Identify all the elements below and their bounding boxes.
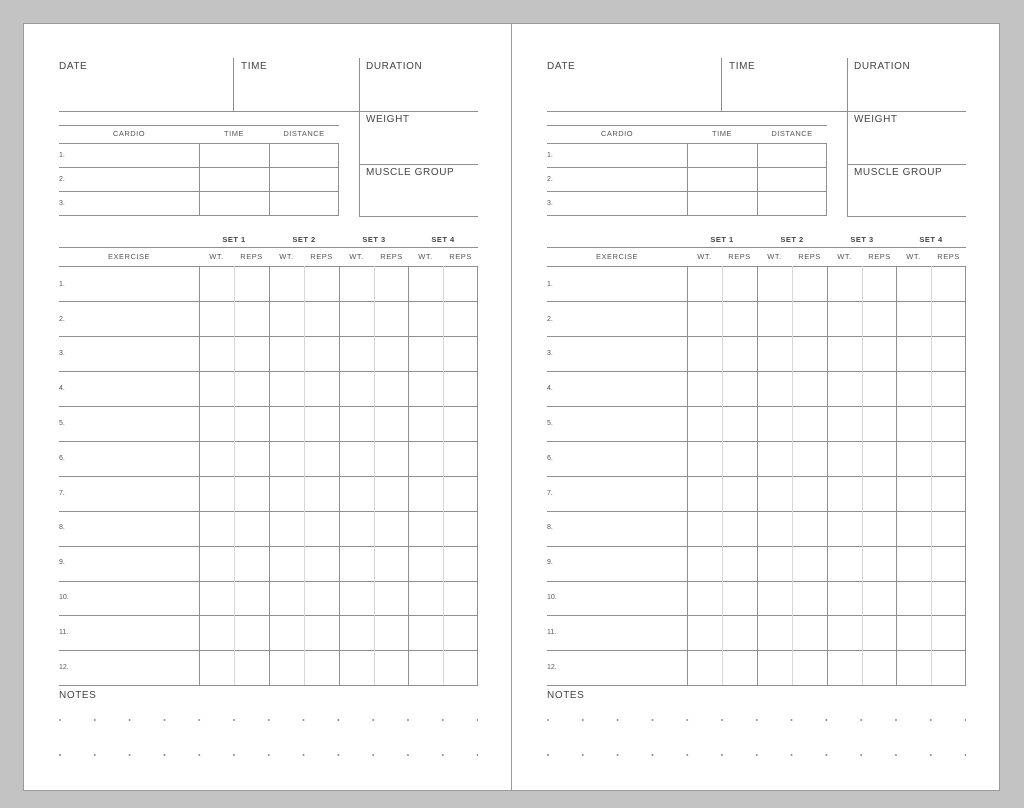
set-header: SET 1	[222, 235, 246, 244]
reps-subheader: REPS	[449, 252, 472, 261]
exercise-row-number: 11.	[547, 629, 557, 636]
exercise-row-number: 1.	[547, 281, 553, 288]
cardio-col-divider	[757, 143, 758, 215]
table-bottom-rule	[547, 685, 966, 686]
exercise-row-number: 2.	[547, 316, 553, 323]
set-header-rule	[547, 247, 966, 248]
exercise-row-number: 10.	[547, 594, 557, 601]
cardio-header: CARDIO	[112, 129, 146, 138]
set-header: SET 1	[710, 235, 734, 244]
weight-subheader: WT.	[837, 252, 852, 261]
date-time-divider	[721, 58, 722, 111]
exercise-row-number: 9.	[59, 559, 65, 566]
weight-subheader: WT.	[349, 252, 364, 261]
planner-spread	[24, 24, 999, 790]
cardio-col-divider	[826, 143, 827, 215]
wt-reps-divider	[304, 266, 305, 685]
date-label: DATE	[547, 61, 576, 72]
cardio-col-divider	[687, 143, 688, 215]
wt-reps-divider	[792, 266, 793, 685]
exercise-row-number: 5.	[547, 420, 553, 427]
set-header-rule	[59, 247, 478, 248]
reps-subheader: REPS	[798, 252, 821, 261]
reps-subheader: REPS	[380, 252, 403, 261]
exercise-row-number: 6.	[547, 455, 553, 462]
reps-subheader: REPS	[868, 252, 891, 261]
weight-subheader: WT.	[209, 252, 224, 261]
set-header: SET 3	[850, 235, 874, 244]
wt-reps-divider	[443, 266, 444, 685]
weight-subheader: WT.	[767, 252, 782, 261]
set-header: SET 3	[362, 235, 386, 244]
table-bottom-rule	[59, 685, 478, 686]
cardio-row-number: 2.	[547, 176, 553, 183]
exercise-row-number: 2.	[59, 316, 65, 323]
time-label: TIME	[241, 61, 268, 72]
cardio-time-header: TIME	[224, 129, 244, 138]
exercise-row-number: 10.	[59, 594, 69, 601]
cardio-time-header: TIME	[712, 129, 732, 138]
notes-dot-row	[59, 719, 478, 721]
exercise-row-number: 9.	[547, 559, 553, 566]
set-divider	[827, 266, 828, 685]
cardio-bottom-rule	[59, 215, 339, 216]
exercise-row-number: 3.	[59, 350, 65, 357]
wt-reps-divider	[234, 266, 235, 685]
cardio-bottom-rule	[547, 215, 827, 216]
wt-reps-divider	[862, 266, 863, 685]
set-divider	[687, 266, 688, 685]
exercise-row-number: 4.	[59, 385, 65, 392]
table-right-border	[477, 266, 478, 685]
reps-subheader: REPS	[728, 252, 751, 261]
table-right-border	[965, 266, 966, 685]
date-time-divider	[233, 58, 234, 111]
cardio-row-number: 1.	[59, 152, 65, 159]
reps-subheader: REPS	[240, 252, 263, 261]
cardio-col-divider	[199, 143, 200, 215]
notes-dot-row	[59, 754, 478, 756]
exercise-header: EXERCISE	[108, 252, 150, 261]
header-underline	[547, 111, 966, 112]
exercise-row-number: 4.	[547, 385, 553, 392]
header-underline	[59, 111, 478, 112]
weight-label: WEIGHT	[854, 114, 898, 125]
set-divider	[269, 266, 270, 685]
right-page	[512, 24, 999, 790]
set-header: SET 2	[780, 235, 804, 244]
weight-underline	[847, 164, 966, 165]
cardio-row-number: 3.	[59, 200, 65, 207]
wt-reps-divider	[374, 266, 375, 685]
cardio-distance-header: DISTANCE	[283, 129, 325, 138]
exercise-row-number: 6.	[59, 455, 65, 462]
reps-subheader: REPS	[310, 252, 333, 261]
workout-log-form	[59, 24, 478, 790]
wt-reps-divider	[722, 266, 723, 685]
weight-subheader: WT.	[418, 252, 433, 261]
reps-subheader: REPS	[937, 252, 960, 261]
muscle-group-label: MUSCLE GROUP	[366, 167, 455, 178]
exercise-row-number: 12.	[59, 664, 69, 671]
duration-label: DURATION	[366, 61, 423, 72]
exercise-row-number: 8.	[547, 524, 553, 531]
cardio-row-number: 1.	[547, 152, 553, 159]
exercise-row-number: 3.	[547, 350, 553, 357]
weight-subheader: WT.	[906, 252, 921, 261]
set-divider	[339, 266, 340, 685]
set-header: SET 4	[431, 235, 455, 244]
cardio-distance-header: DISTANCE	[771, 129, 813, 138]
cardio-row-number: 2.	[59, 176, 65, 183]
exercise-header: EXERCISE	[596, 252, 638, 261]
exercise-row-number: 5.	[59, 420, 65, 427]
set-divider	[199, 266, 200, 685]
exercise-row-number: 7.	[59, 490, 65, 497]
set-header: SET 2	[292, 235, 316, 244]
notes-dot-row	[547, 719, 966, 721]
cardio-top-rule	[59, 125, 339, 126]
cardio-header: CARDIO	[600, 129, 634, 138]
notes-label: NOTES	[59, 690, 97, 701]
notes-label: NOTES	[547, 690, 585, 701]
right-box-divider	[847, 58, 848, 216]
wt-reps-divider	[931, 266, 932, 685]
exercise-row-number: 7.	[547, 490, 553, 497]
cardio-top-rule	[547, 125, 827, 126]
weight-subheader: WT.	[697, 252, 712, 261]
muscle-group-underline	[847, 216, 966, 217]
muscle-group-underline	[359, 216, 478, 217]
muscle-group-label: MUSCLE GROUP	[854, 167, 943, 178]
left-page	[24, 24, 511, 790]
cardio-row-number: 3.	[547, 200, 553, 207]
exercise-row-number: 11.	[59, 629, 69, 636]
notes-dot-row	[547, 754, 966, 756]
set-divider	[896, 266, 897, 685]
set-divider	[408, 266, 409, 685]
right-box-divider	[359, 58, 360, 216]
time-label: TIME	[729, 61, 756, 72]
cardio-col-divider	[338, 143, 339, 215]
date-label: DATE	[59, 61, 88, 72]
weight-underline	[359, 164, 478, 165]
weight-label: WEIGHT	[366, 114, 410, 125]
weight-subheader: WT.	[279, 252, 294, 261]
cardio-col-divider	[269, 143, 270, 215]
exercise-row-number: 1.	[59, 281, 65, 288]
exercise-row-number: 8.	[59, 524, 65, 531]
set-divider	[757, 266, 758, 685]
workout-log-form	[547, 24, 966, 790]
set-header: SET 4	[919, 235, 943, 244]
duration-label: DURATION	[854, 61, 911, 72]
exercise-row-number: 12.	[547, 664, 557, 671]
